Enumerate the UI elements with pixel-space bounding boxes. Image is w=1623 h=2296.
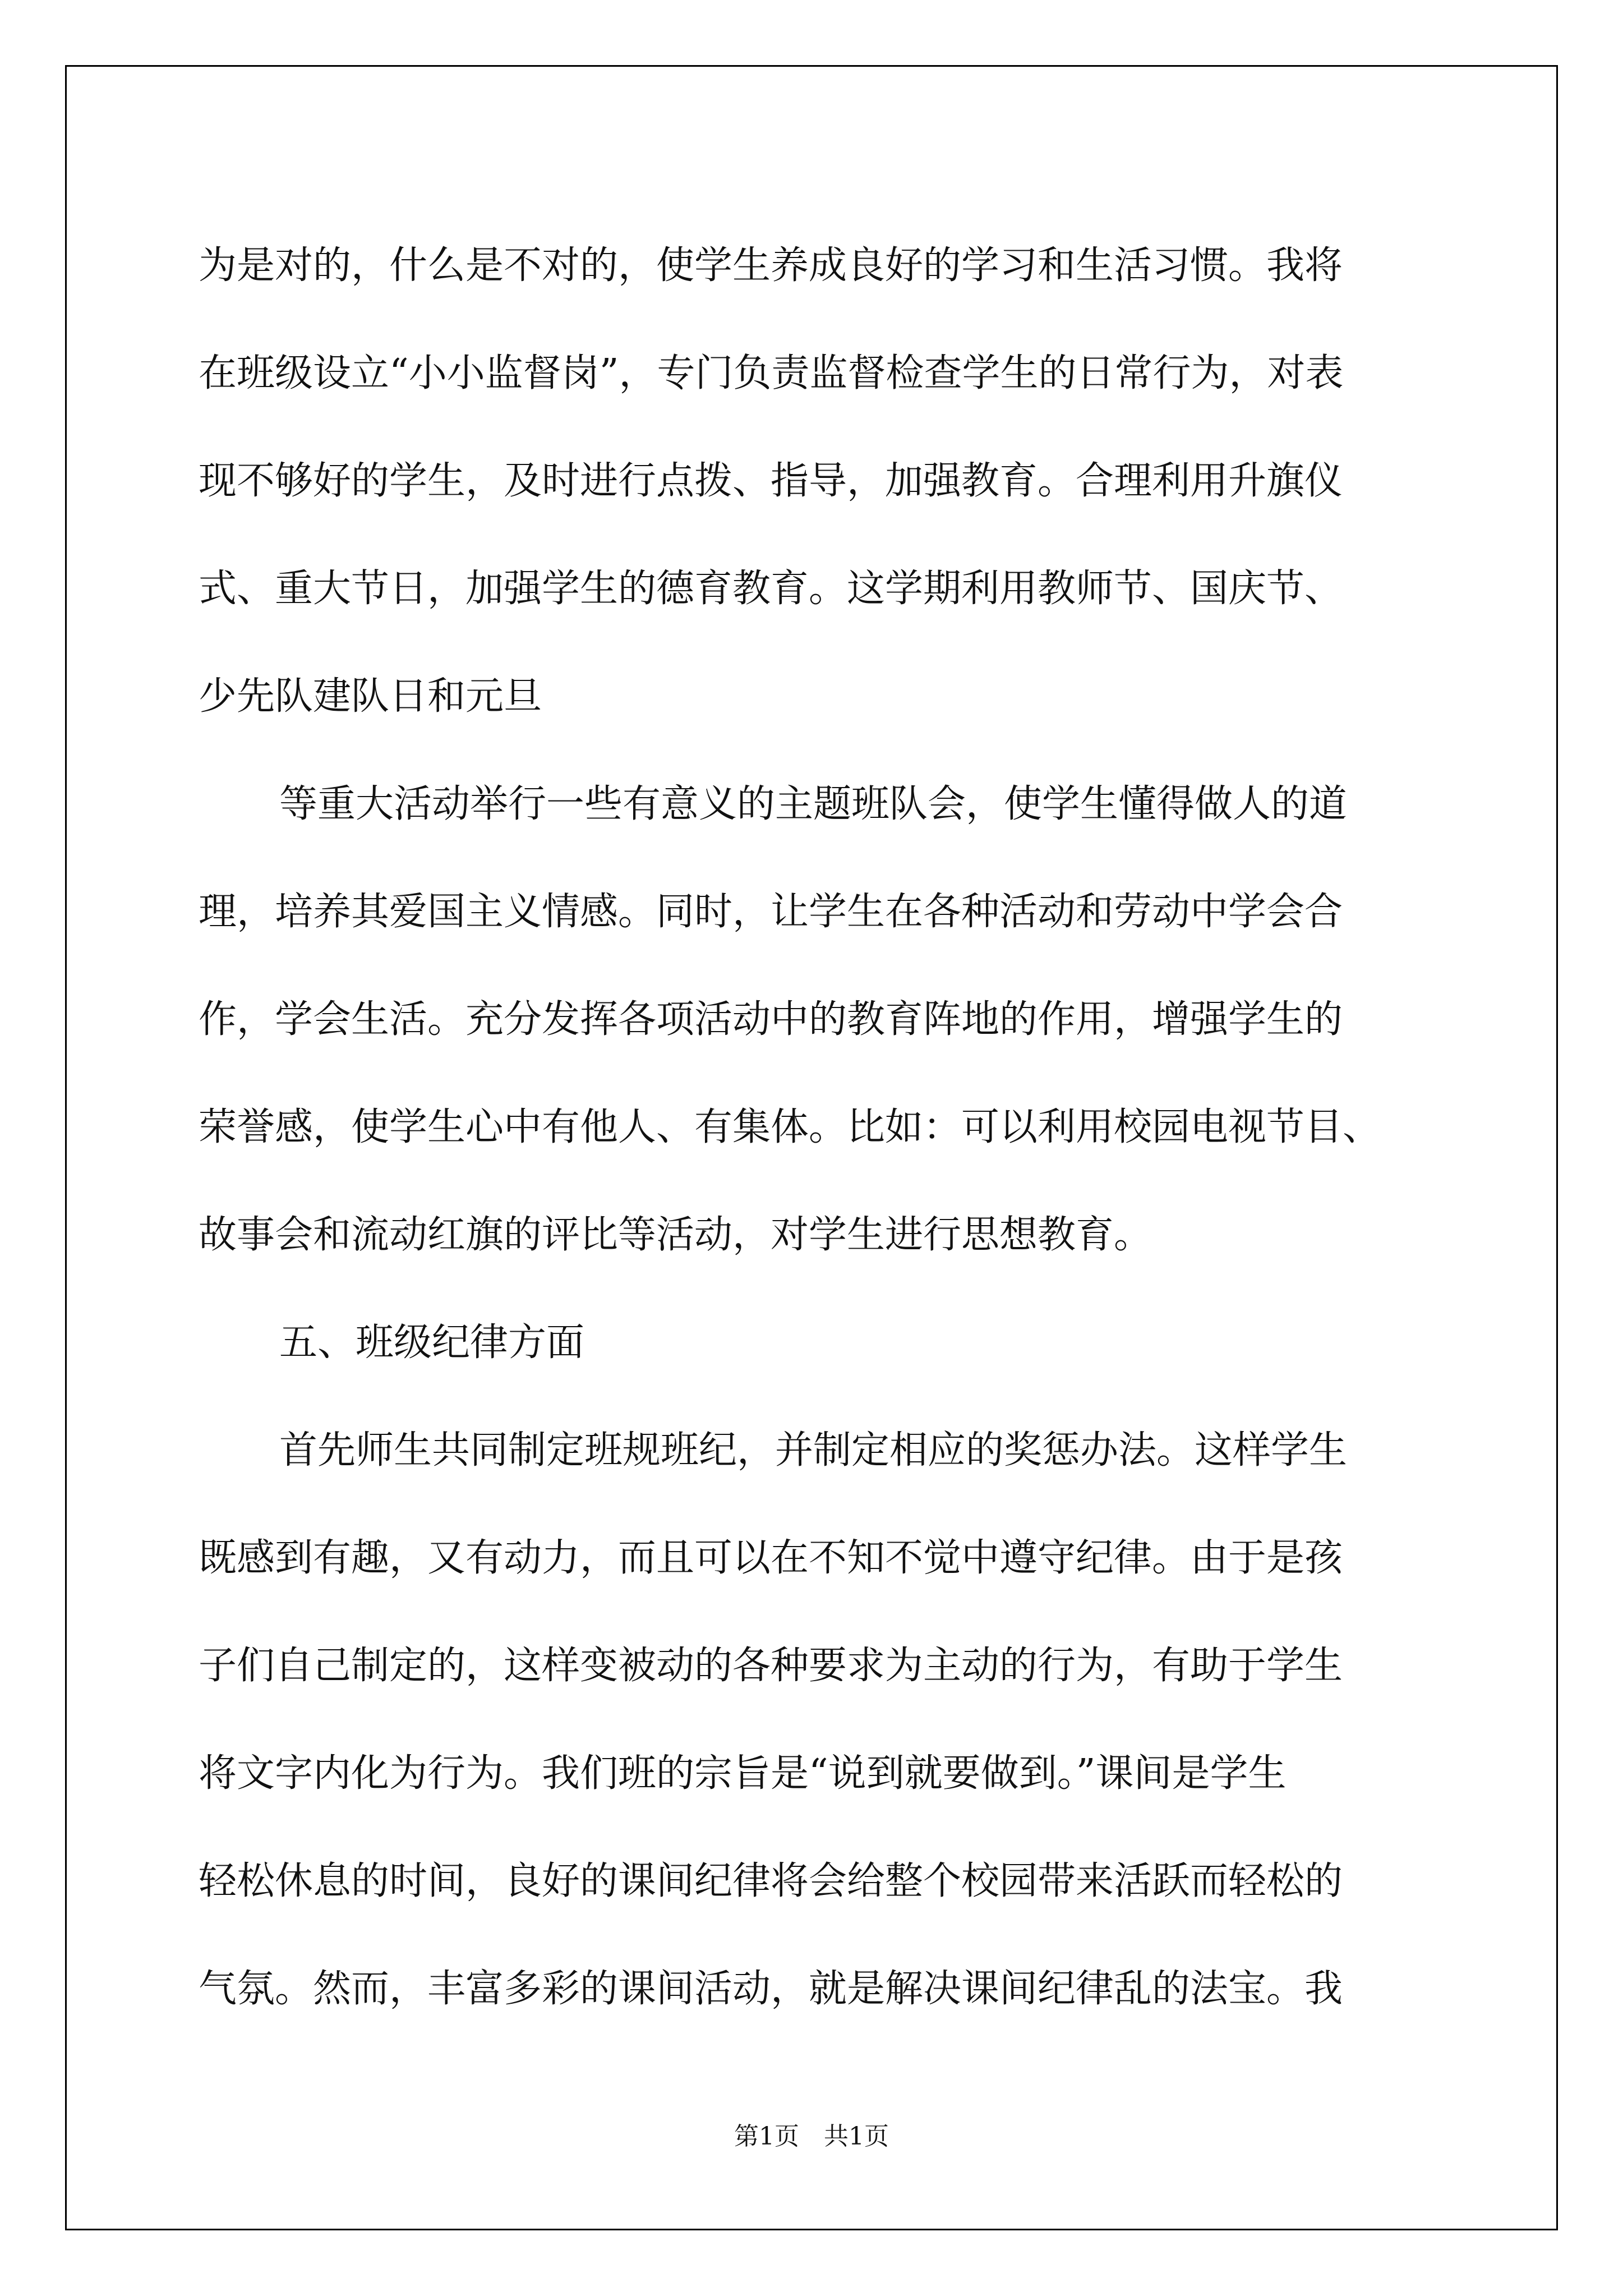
- text-line: 为是对的，什么是不对的，使学生养成良好的学习和生活习惯。我将: [199, 243, 1343, 288]
- text-line: 轻松休息的时间，良好的课间纪律将会给整个校园带来活跃而轻松的: [199, 1859, 1343, 1903]
- page-footer: [0, 2116, 1623, 2152]
- text-line: 故事会和流动红旗的评比等活动，对学生进行思想教育。: [199, 1213, 1152, 1257]
- text-line: 在班级设立“小小监督岗”，专门负责监督检查学生的日常行为，对表: [199, 351, 1344, 395]
- heading-text: 五、班级纪律方面: [279, 1320, 585, 1365]
- text-line: 式、重大节日，加强学生的德育教育。这学期利用教师节、国庆节、: [199, 567, 1343, 611]
- page-number-label: 第1页 共1页: [734, 2122, 889, 2151]
- paragraph-1: [199, 212, 1421, 751]
- text-line: 将文字内化为行为。我们班的宗旨是“说到就要做到。”课间是学生: [199, 1751, 1287, 1796]
- paragraph-2: [199, 751, 1421, 1289]
- text-line: 现不够好的学生，及时进行点拨、指导，加强教育。合理利用升旗仪: [199, 459, 1343, 503]
- text-line: 既感到有趣，又有动力，而且可以在不知不觉中遵守纪律。由于是孩: [199, 1536, 1343, 1580]
- text-line: 气氛。然而，丰富多彩的课间活动，就是解决课间纪律乱的法宝。我: [199, 1967, 1343, 2011]
- text-line: 作，学会生活。充分发挥各项活动中的教育阵地的作用，增强学生的: [199, 997, 1343, 1042]
- text-line: 荣誉感，使学生心中有他人、有集体。比如：可以利用校园电视节目、: [199, 1105, 1381, 1149]
- text-line: 首先师生共同制定班规班纪，并制定相应的奖惩办法。这样学生: [279, 1428, 1348, 1473]
- text-line: 理，培养其爱国主义情感。同时，让学生在各种活动和劳动中学会合: [199, 890, 1343, 934]
- text-line: 等重大活动举行一些有意义的主题班队会，使学生懂得做人的道: [279, 782, 1348, 826]
- document-body: [199, 212, 1421, 2043]
- text-line: 子们自己制定的，这样变被动的各种要求为主动的行为，有助于学生: [199, 1644, 1343, 1688]
- text-line: 少先队建队日和元旦: [199, 674, 542, 719]
- paragraph-4: [199, 1397, 1421, 2043]
- section-heading: [199, 1289, 1421, 1397]
